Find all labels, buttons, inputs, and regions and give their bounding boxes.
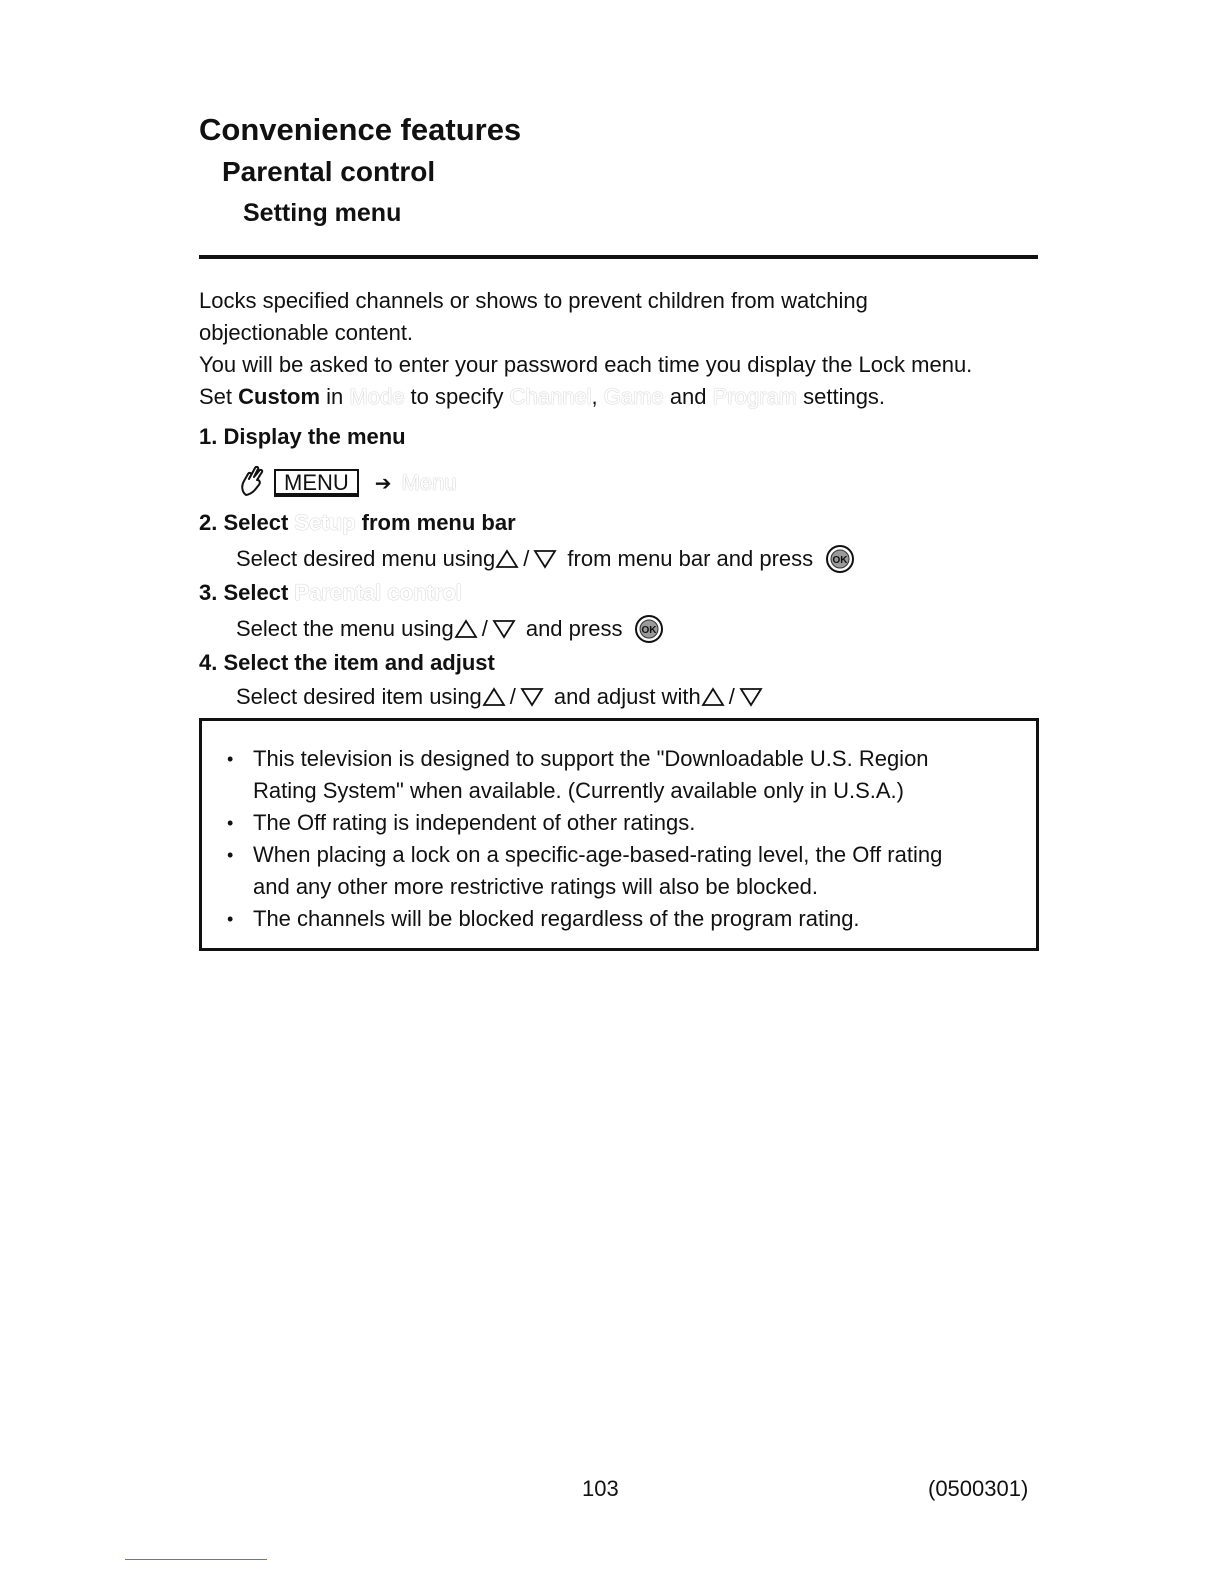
up-triangle-icon [495, 549, 519, 569]
intro-line-1: Locks specified channels or shows to prevent children from watching [199, 288, 868, 313]
notes-box [199, 718, 1039, 951]
page-subtitle: Parental control [222, 156, 436, 187]
bullet-icon: • [227, 813, 234, 833]
ok-label: OK [641, 625, 657, 636]
menu-key-button: MENU [274, 469, 359, 497]
step-text: 2. Select [199, 510, 295, 535]
step-1-title: 1. Display the menu [199, 424, 406, 449]
arrow-right-icon: ➔ [374, 472, 392, 495]
slash-separator: / [728, 684, 735, 709]
page-number: 103 [582, 1476, 619, 1501]
down-triangle-icon [520, 687, 544, 707]
note-text: and any other more restrictive ratings will also be blocked. [253, 874, 818, 899]
step-1-instruction [236, 462, 457, 504]
heading-divider [199, 255, 1038, 259]
section-title: Setting menu [243, 199, 402, 227]
intro-line-3: You will be asked to enter your password each time you display the Lock menu. [199, 352, 973, 377]
step-2-title [199, 510, 516, 536]
down-triangle-icon [739, 687, 763, 707]
intro-text: Set [199, 384, 239, 409]
mode-menu-label: Mode [349, 384, 405, 409]
slash-separator: / [481, 616, 488, 641]
down-triangle-icon [533, 549, 557, 569]
slash-separator: / [509, 684, 516, 709]
bullet-icon: • [227, 749, 234, 769]
ok-label: OK [832, 555, 848, 566]
note-text: This television is designed to support the "Downloadable U.S. Region [253, 746, 929, 771]
step-text: Select the menu using [236, 616, 454, 641]
custom-label: Custom [238, 384, 321, 409]
note-text: When placing a lock on a specific-age-based-rating level, the Off rating [253, 842, 943, 867]
note-text: The Off rating is independent of other ratings. [253, 810, 696, 835]
program-menu-label: Program [712, 384, 797, 409]
step-text: Select desired item using [236, 684, 482, 709]
bullet-icon: • [227, 909, 234, 929]
intro-line-2: objectionable content. [199, 320, 414, 345]
ok-button-icon [825, 544, 855, 574]
bullet-icon: • [227, 845, 234, 865]
step-2-description [236, 544, 855, 574]
footer-link-underline [125, 1559, 267, 1560]
step-text: from menu bar and press [567, 546, 814, 571]
step-4-title: 4. Select the item and adjust [199, 650, 495, 675]
down-triangle-icon [492, 619, 516, 639]
step-text: Select desired menu using [236, 546, 496, 571]
slash-separator: / [523, 546, 530, 571]
step-text: 3. Select [199, 580, 295, 605]
menu-target-label: Menu [401, 470, 457, 495]
channel-menu-label: Channel [509, 384, 592, 409]
step-text: from menu bar [355, 510, 516, 535]
parental-control-label: Parental control [294, 580, 462, 605]
page-title: Convenience features [199, 112, 522, 147]
step-3-description [236, 614, 664, 644]
remote-hand-icon [236, 462, 266, 504]
intro-text: in [320, 384, 350, 409]
up-triangle-icon [482, 687, 506, 707]
game-menu-label: Game [603, 384, 664, 409]
step-text: and adjust with [553, 684, 701, 709]
intro-text: , [591, 384, 604, 409]
intro-text: to specify [404, 384, 510, 409]
intro-text: and [663, 384, 713, 409]
up-triangle-icon [701, 687, 725, 707]
note-text: Rating System" when available. (Currently available only in U.S.A.) [253, 778, 904, 803]
intro-line-4 [199, 381, 885, 413]
intro-text: settings. [797, 384, 886, 409]
step-3-title [199, 580, 462, 606]
step-4-description [236, 684, 763, 710]
setup-menu-label: Setup [294, 510, 356, 535]
document-code: (0500301) [928, 1476, 1029, 1501]
step-text: and press [525, 616, 623, 641]
up-triangle-icon [454, 619, 478, 639]
note-text: The channels will be blocked regardless of the program rating. [253, 906, 860, 931]
ok-button-icon [634, 614, 664, 644]
